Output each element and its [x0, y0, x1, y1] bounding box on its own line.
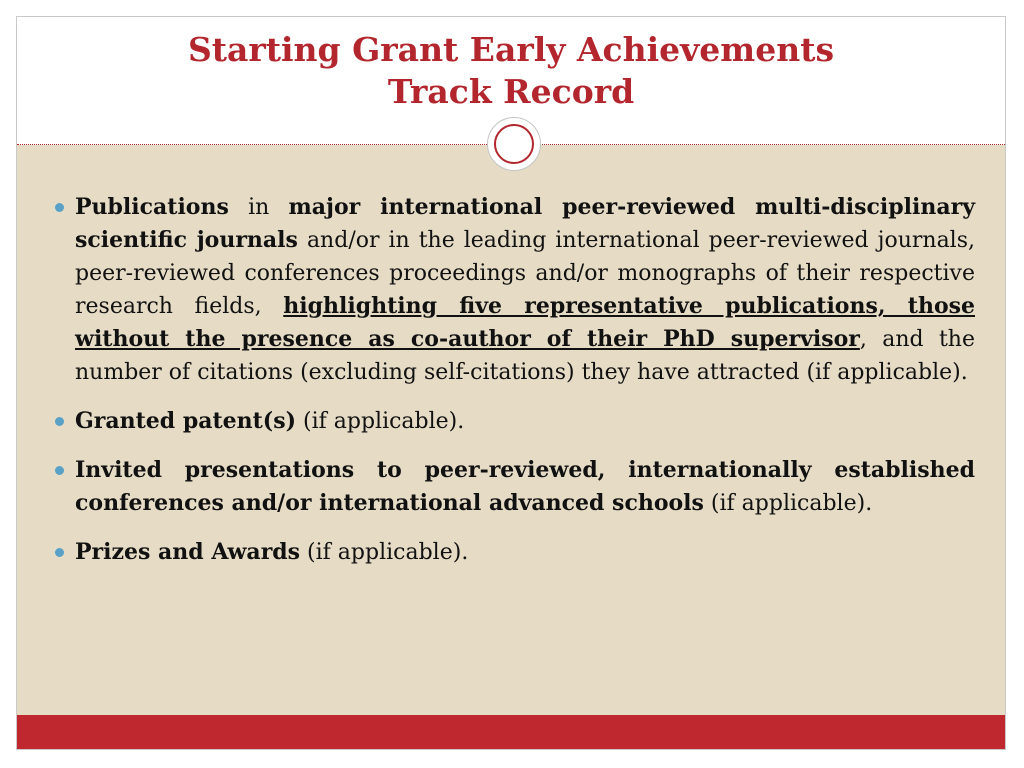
bullet-text: Invited presentations to peer-reviewed, internationally established conferences and/or international advanced schools	[75, 457, 975, 516]
slide-title-line-2: Track Record	[387, 72, 635, 111]
bullet-dot-icon	[55, 548, 64, 557]
content-area	[17, 145, 1005, 717]
slide-title-line-1: Starting Grant Early Achievements	[187, 30, 835, 69]
bottom-bar	[17, 715, 1005, 749]
circle-ornament-icon	[487, 117, 541, 171]
bullet-text: Prizes and Awards	[75, 539, 301, 565]
bullet-text: , and the number of citations (excluding self-citations) they have attracted (if applicable).	[75, 327, 975, 385]
ring-icon	[494, 124, 534, 164]
bullet-text-underlined: highlighting five representative publications, those without the presence as co-author of their PhD supervisor	[75, 293, 975, 352]
bullet-dot-icon	[55, 466, 64, 475]
bullet-text: (if applicable).	[703, 491, 873, 516]
bullet-item-publications	[57, 191, 975, 389]
bullet-text: Publications	[75, 194, 229, 220]
bullet-text: in	[228, 195, 289, 220]
bullet-item-patents	[57, 405, 975, 438]
bullet-text: (if applicable).	[296, 409, 465, 434]
bullet-list	[57, 191, 975, 585]
slide	[16, 16, 1006, 750]
bullet-text: Granted patent(s)	[75, 408, 296, 434]
bullet-dot-icon	[55, 417, 64, 426]
bullet-text: and/or in the leading international peer-reviewed journals, peer-reviewed conferences proceedings and/or monographs of their respective research fields,	[75, 228, 975, 319]
bullet-text: major international peer-reviewed multi-disciplinary scientific journals	[75, 194, 975, 253]
bullet-dot-icon	[55, 203, 64, 212]
bullet-text: (if applicable).	[300, 540, 469, 565]
bullet-item-presentations	[57, 454, 975, 520]
slide-title	[17, 29, 1005, 113]
bullet-item-prizes	[57, 536, 975, 569]
